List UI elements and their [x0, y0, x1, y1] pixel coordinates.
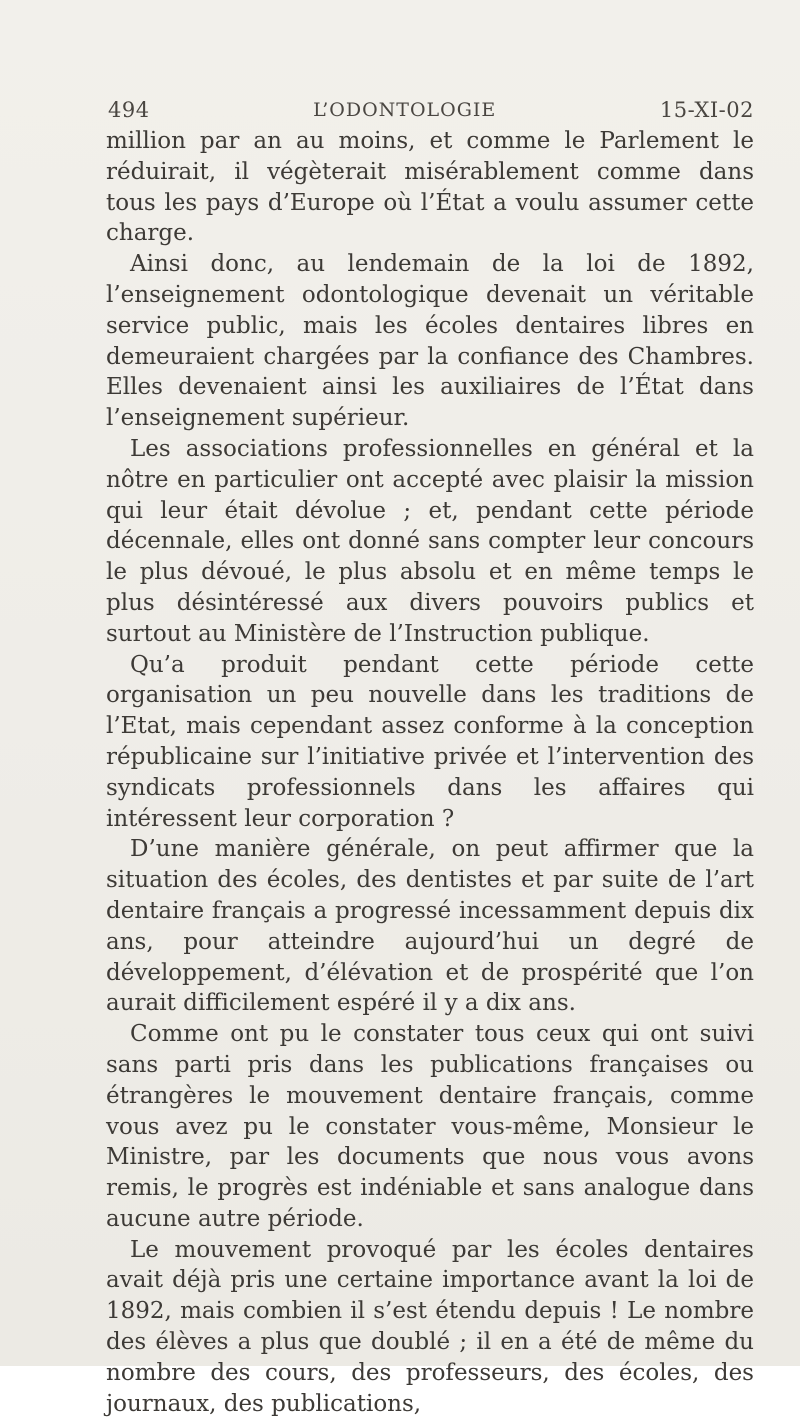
paragraph-4: Qu’a produit pendant cette période cette organisation un peu nouvelle dans les traditions de l’Etat, mais cependant assez conforme à la conception républicaine sur l’initiative privée et l’intervention des syndicats professionnels dans les affaires qui intéressent leur corporation ?	[106, 651, 754, 832]
paragraph-2: Ainsi donc, au lendemain de la loi de 1892, l’enseignement odontologique devenait un véritable service public, mais les écoles dentaires libres en demeuraient chargées par la confiance des Chambres. Elles devenaient ainsi les auxiliaires de l’État dans l’enseignement supérieur.	[106, 251, 754, 432]
paragraph-1: million par an au moins, et comme le Parlement le réduirait, il végèterait misérablement comme dans tous les pays d’Europe où l’État a voulu assumer cette charge.	[106, 128, 754, 247]
issue-date: 15-XI-02	[659, 98, 754, 122]
body-text	[106, 126, 754, 1419]
paragraph-7: Le mouvement provoqué par les écoles dentaires avait déjà pris une certaine importance avant la loi de 1892, mais combien il s’est étendu depuis ! Le nombre des élèves a plus que doublé ; il en a été de même du nombre des cours, des professeurs, des écoles, des journaux, des publications,	[106, 1236, 754, 1417]
page-header	[108, 92, 754, 128]
running-head: L’ODONTOLOGIE	[313, 99, 497, 121]
paragraph-6: Comme ont pu le constater tous ceux qui ont suivi sans parti pris dans les publications françaises ou étrangères le mouvement dentaire français, comme vous avez pu le constater vous-même, Monsieur le Ministre, par les documents que nous vous avons remis, le progrès est indéniable et sans analogue dans aucune autre période.	[106, 1021, 754, 1232]
page-number: 494	[108, 98, 150, 122]
paragraph-3: Les associations professionnelles en général et la nôtre en particulier ont accepté avec plaisir la mission qui leur était dévolue ; et, pendant cette période décennale, elles ont donné sans compter leur concours le plus dévoué, le plus absolu et en même temps le plus désintéressé aux divers pouvoirs publics et surtout au Ministère de l’Instruction publique.	[106, 435, 754, 647]
paragraph-5: D’une manière générale, on peut affirmer que la situation des écoles, des dentistes et par suite de l’art dentaire français a progressé incessamment depuis dix ans, pour atteindre aujourd’hui un degré de développement, d’élévation et de prospérité que l’on aurait difficilement espéré il y a dix ans.	[106, 836, 754, 1017]
